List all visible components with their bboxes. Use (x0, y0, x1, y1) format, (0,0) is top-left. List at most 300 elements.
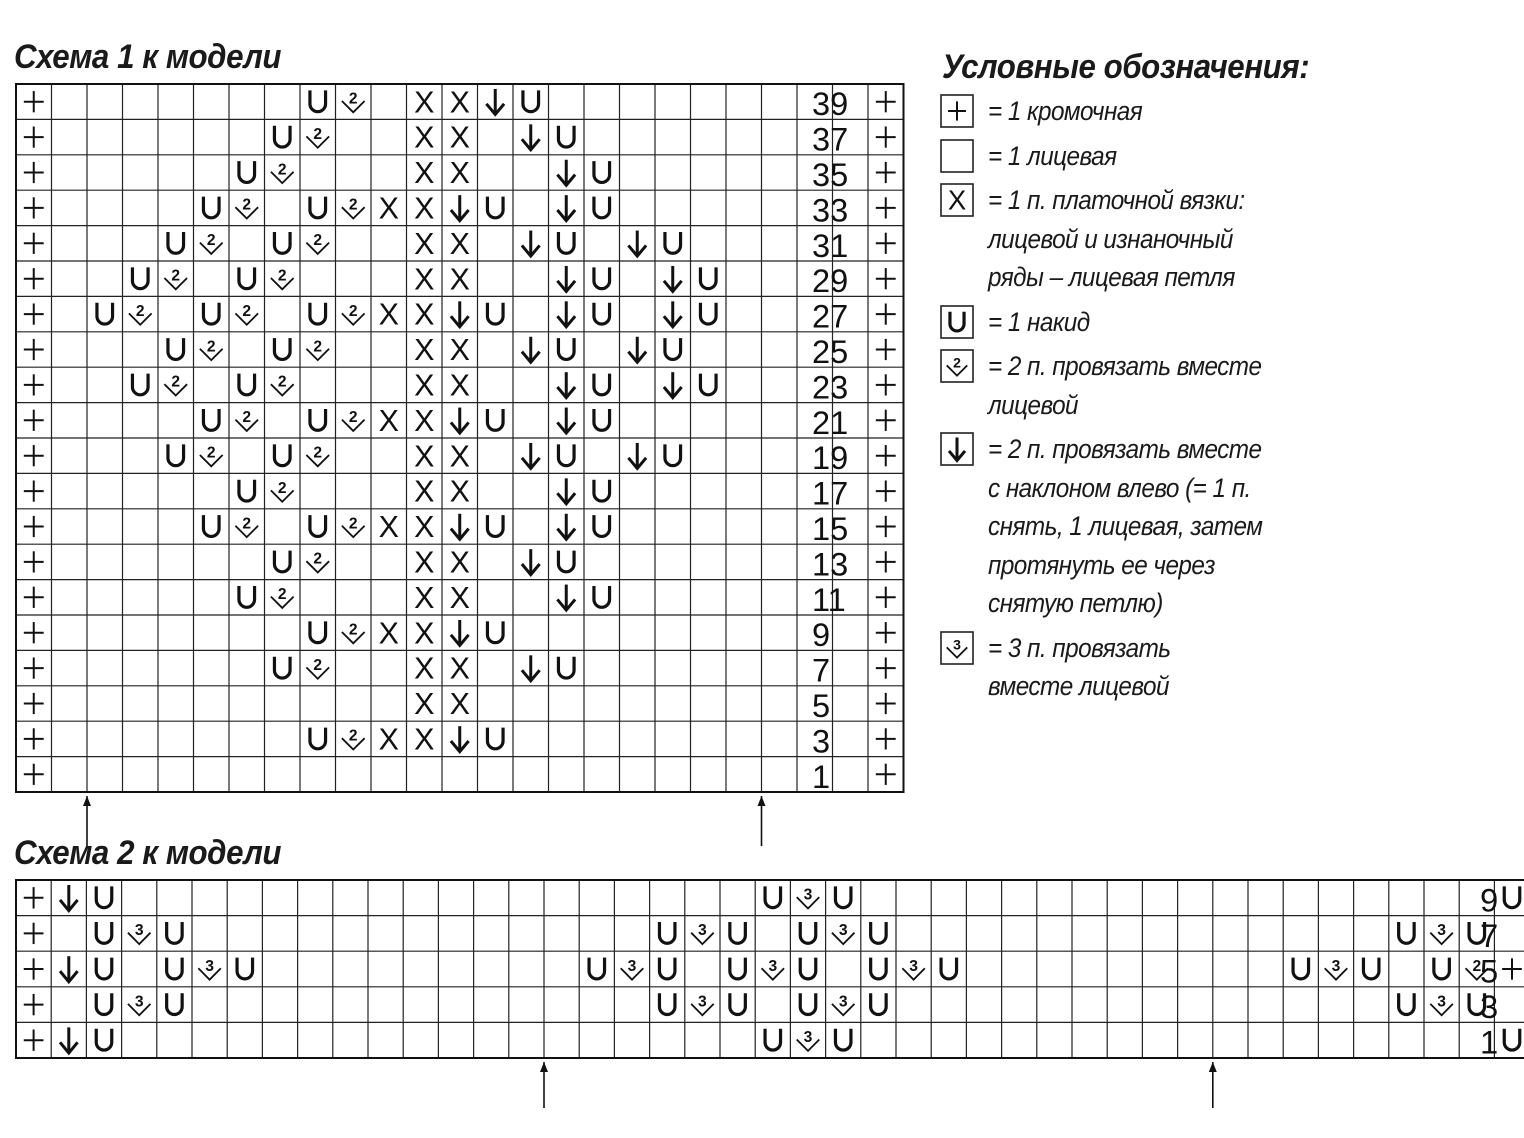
edge-stitch-icon (876, 551, 896, 572)
chart1-row-27 (24, 298, 896, 335)
svg-text:X: X (414, 545, 435, 580)
edge-stitch-icon (24, 923, 44, 944)
yarn-over-icon (558, 551, 574, 572)
chart1-row-33 (24, 192, 896, 229)
yarn-over-icon (1363, 958, 1378, 979)
edge-stitch-icon (24, 374, 44, 395)
chart1-row-number: 19 (812, 440, 849, 477)
edge-stitch-icon (876, 162, 896, 183)
k3tog-icon (691, 993, 714, 1015)
ssk-arrow-icon (557, 585, 575, 610)
yarn-over-icon (310, 409, 326, 430)
ssk-arrow-icon (557, 478, 575, 503)
garter-stitch-icon (379, 404, 399, 438)
k3tog-icon (1325, 958, 1348, 980)
svg-text:2: 2 (313, 338, 323, 356)
svg-text:3: 3 (134, 922, 144, 940)
k3tog-icon (691, 922, 714, 944)
yarn-over-icon (310, 621, 326, 642)
yarn-over-icon (594, 303, 610, 324)
svg-text:3: 3 (768, 957, 778, 975)
chart1-row-number: 11 (812, 581, 846, 618)
svg-text:2: 2 (135, 302, 145, 320)
yarn-over-icon (700, 303, 716, 324)
svg-text:X: X (378, 722, 399, 757)
svg-text:3: 3 (803, 1028, 813, 1046)
yarn-over-icon (1293, 958, 1308, 979)
yarn-over-icon (700, 267, 716, 288)
k2tog-icon (342, 409, 365, 431)
svg-text:X: X (414, 474, 435, 509)
legend-title: Условные обозначения: (942, 48, 1310, 86)
chart1-row-39 (24, 85, 896, 122)
legend-item (940, 181, 1500, 297)
legend (940, 92, 1500, 712)
yarn-over-icon (167, 993, 182, 1014)
chart2-row-number: 9 (1480, 881, 1499, 919)
garter-stitch-icon (414, 475, 434, 509)
svg-text:X: X (449, 85, 470, 120)
svg-text:X: X (449, 687, 470, 722)
yarn-over-icon (835, 1029, 850, 1050)
svg-text:2: 2 (206, 232, 216, 250)
chart1-row-5 (24, 687, 896, 724)
yarn-over-icon (167, 922, 182, 943)
chart2-grid (16, 880, 1524, 1061)
legend-line: снятую петлю) (988, 588, 1163, 618)
k2tog-icon (235, 515, 258, 537)
edge-stitch-icon (876, 622, 896, 643)
yarn-over-icon (487, 515, 503, 536)
k2tog-icon (342, 621, 365, 643)
garter-stitch-icon (379, 723, 399, 757)
edge-stitch-icon (876, 445, 896, 466)
yarn-over-icon (310, 303, 326, 324)
svg-text:X: X (449, 262, 470, 297)
ssk-arrow-icon (486, 89, 504, 114)
chart2-repeat-marker-arrow (1209, 1062, 1217, 1108)
yarn-over-icon (274, 444, 290, 465)
legend-line: снять, 1 лицевая, затем (988, 511, 1263, 541)
svg-text:X: X (378, 616, 399, 651)
yarn-over-icon (203, 197, 219, 218)
yarn-over-icon (800, 958, 815, 979)
chart1-repeat-marker-arrow (758, 796, 766, 846)
garter-stitch-icon (450, 156, 470, 190)
yarn-over-icon (274, 657, 290, 678)
k3tog-icon (198, 958, 221, 980)
chart1-row-3 (24, 723, 896, 760)
k3tog-icon (832, 993, 855, 1015)
legend-symbol-garter-stitch-icon (940, 183, 974, 217)
garter-stitch-icon (414, 546, 434, 580)
garter-stitch-icon (450, 121, 470, 155)
garter-stitch-icon (414, 121, 434, 155)
chart1-row-7 (24, 652, 896, 689)
svg-text:2: 2 (206, 444, 216, 462)
edge-stitch-icon (24, 233, 44, 254)
k2tog-icon (235, 409, 258, 431)
edge-stitch-icon (24, 887, 44, 908)
k3tog-icon (621, 958, 644, 980)
chart1-row-number: 33 (812, 192, 849, 229)
legend-line: протянуть ее через (988, 549, 1215, 580)
svg-text:2: 2 (277, 479, 287, 497)
chart1-row-35 (24, 156, 896, 193)
yarn-over-icon (168, 338, 184, 359)
yarn-over-icon (1504, 1029, 1519, 1050)
yarn-over-icon (523, 90, 539, 111)
yarn-over-icon (239, 161, 255, 182)
legend-item-text (988, 347, 1261, 424)
garter-stitch-icon (414, 510, 434, 544)
svg-text:2: 2 (348, 302, 358, 320)
yarn-over-icon (558, 657, 574, 678)
chart1-row-number: 5 (812, 687, 831, 724)
yarn-over-icon (1504, 886, 1519, 907)
svg-text:X: X (414, 439, 435, 474)
edge-stitch-icon (876, 587, 896, 608)
svg-text:X: X (414, 333, 435, 368)
k2tog-icon (306, 444, 329, 466)
svg-text:2: 2 (313, 125, 323, 143)
ssk-arrow-icon (522, 231, 540, 256)
k3tog-icon (797, 887, 820, 909)
yarn-over-icon (310, 90, 326, 111)
legend-line: = 1 накид (988, 306, 1090, 337)
k2tog-icon (342, 728, 365, 750)
chart2-row-5 (24, 953, 1524, 990)
yarn-over-icon (594, 480, 610, 501)
legend-symbol-edge-stitch-icon (940, 94, 974, 128)
garter-stitch-icon (948, 185, 966, 216)
chart1-row-number: 15 (812, 510, 849, 547)
ssk-arrow-icon (557, 266, 575, 291)
svg-text:2: 2 (242, 409, 252, 427)
chart2-row-number: 3 (1480, 988, 1499, 1026)
legend-line: = 3 п. провязать (988, 632, 1171, 663)
edge-stitch-icon (24, 587, 44, 608)
yarn-over-icon (659, 958, 674, 979)
legend-line: = 2 п. провязать вместе (988, 434, 1262, 464)
ssk-arrow-icon (522, 443, 540, 468)
svg-text:2: 2 (1472, 957, 1482, 975)
chart1-row-number: 35 (812, 156, 849, 193)
yarn-over-icon (1399, 922, 1414, 943)
legend-item (940, 430, 1500, 623)
svg-text:X: X (414, 120, 435, 155)
legend-item-text (988, 181, 1245, 297)
edge-stitch-icon (24, 764, 44, 785)
yarn-over-icon (730, 922, 745, 943)
garter-stitch-icon (450, 687, 470, 721)
ssk-arrow-icon (451, 726, 469, 751)
yarn-over-icon (274, 126, 290, 147)
svg-text:X: X (414, 262, 435, 297)
svg-text:2: 2 (206, 338, 216, 356)
chart2-row-3 (24, 988, 1524, 1025)
chart1-row-31 (24, 227, 896, 264)
svg-text:2: 2 (242, 302, 252, 320)
k2tog-icon (271, 374, 294, 396)
k2tog-icon (235, 303, 258, 325)
svg-text:X: X (449, 439, 470, 474)
yarn-over-icon (132, 267, 148, 288)
yarn-over-icon (1434, 958, 1449, 979)
edge-stitch-icon (24, 1030, 44, 1051)
legend-item-text (988, 92, 1142, 131)
svg-text:3: 3 (1437, 993, 1446, 1011)
ssk-arrow-icon (60, 885, 78, 911)
edge-stitch-icon (876, 303, 896, 324)
k3tog-icon (128, 922, 151, 944)
edge-stitch-icon (24, 162, 44, 183)
edge-stitch-icon (24, 551, 44, 572)
svg-text:X: X (414, 580, 435, 615)
ssk-arrow-icon (522, 337, 540, 362)
k2tog-icon (164, 374, 187, 396)
legend-line: = 1 кромочная (988, 96, 1143, 126)
chart1-row-13 (24, 546, 896, 583)
yarn-over-icon (96, 1029, 111, 1050)
k3tog-icon (1430, 922, 1453, 944)
k2tog-icon (306, 232, 329, 254)
yarn-over-icon (487, 303, 503, 324)
svg-text:3: 3 (838, 922, 848, 940)
yarn-over-icon (274, 232, 290, 253)
svg-text:3: 3 (205, 957, 214, 975)
ssk-arrow-icon (60, 1027, 78, 1053)
garter-stitch-icon (414, 687, 434, 721)
yarn-over-icon (594, 197, 610, 218)
edge-stitch-icon (1502, 958, 1522, 979)
k2tog-icon (235, 197, 258, 219)
legend-line: = 1 п. платочной вязки: (988, 185, 1245, 215)
edge-stitch-icon (876, 728, 896, 749)
garter-stitch-icon (414, 369, 434, 403)
garter-stitch-icon (379, 298, 399, 332)
svg-text:X: X (378, 297, 399, 332)
edge-stitch-icon (876, 657, 896, 678)
legend-item (940, 92, 1500, 131)
svg-text:2: 2 (313, 550, 323, 568)
chart1-row-number: 37 (812, 121, 849, 158)
legend-line: с наклоном влево (= 1 п. (988, 472, 1251, 503)
yarn-over-icon (96, 958, 111, 979)
yarn-over-icon (487, 728, 503, 749)
k3tog-icon (797, 1029, 820, 1051)
k3tog-icon (762, 958, 785, 980)
legend-item (940, 303, 1500, 342)
chart2-row-7 (24, 917, 1524, 954)
edge-stitch-icon (24, 410, 44, 431)
svg-text:2: 2 (348, 196, 358, 214)
yarn-over-icon (871, 958, 886, 979)
svg-text:X: X (378, 510, 399, 545)
legend-symbol-knit-stitch-cell (940, 139, 974, 173)
k2tog-icon (271, 267, 294, 289)
chart1-grid (16, 84, 904, 795)
legend-line: = 1 лицевая (988, 140, 1117, 171)
legend-line: вместе лицевой (988, 671, 1169, 701)
edge-stitch-icon (876, 374, 896, 395)
k2tog-icon (306, 657, 329, 679)
svg-text:2: 2 (277, 373, 287, 391)
ssk-arrow-icon (557, 514, 575, 539)
edge-stitch-icon (24, 994, 44, 1015)
garter-stitch-icon (450, 369, 470, 403)
yarn-over-icon (167, 958, 182, 979)
yarn-over-icon (310, 515, 326, 536)
yarn-over-icon (765, 1029, 780, 1050)
k2tog-icon (306, 551, 329, 573)
svg-text:2: 2 (277, 161, 287, 179)
garter-stitch-icon (414, 652, 434, 686)
yarn-over-icon (558, 232, 574, 253)
svg-text:3: 3 (698, 993, 707, 1011)
chart-2-title: Схема 2 к модели (14, 834, 282, 872)
garter-stitch-icon (414, 333, 434, 367)
yarn-over-icon (594, 161, 610, 182)
ssk-arrow-icon (451, 620, 469, 645)
legend-line: ряды – лицевая петля (988, 262, 1235, 292)
edge-stitch-icon (876, 410, 896, 431)
svg-text:2: 2 (348, 90, 358, 108)
yarn-over-icon (168, 232, 184, 253)
edge-stitch-icon (24, 480, 44, 501)
chart1-row-number: 9 (812, 617, 831, 654)
yarn-over-icon (168, 444, 184, 465)
yarn-over-icon (765, 886, 780, 907)
ssk-arrow-icon (664, 266, 682, 291)
chart2-row-number: 5 (1480, 952, 1499, 990)
edge-stitch-icon (24, 197, 44, 218)
garter-stitch-icon (379, 510, 399, 544)
edge-stitch-icon (876, 693, 896, 714)
garter-stitch-icon (450, 546, 470, 580)
garter-stitch-icon (414, 227, 434, 261)
chart1-row-19 (24, 439, 896, 476)
legend-item-text (988, 137, 1117, 176)
chart1-row-number: 21 (812, 404, 849, 441)
legend-line: лицевой (988, 389, 1079, 420)
yarn-over-icon (310, 197, 326, 218)
chart1-row-17 (24, 475, 896, 512)
garter-stitch-icon (414, 616, 434, 650)
svg-text:X: X (449, 120, 470, 155)
svg-text:2: 2 (348, 409, 358, 427)
k2tog-icon (164, 267, 187, 289)
chart1-row-15 (24, 510, 896, 547)
chart2-repeat-marker-arrow (540, 1062, 548, 1108)
k3tog-icon (1430, 993, 1453, 1015)
yarn-over-icon (97, 303, 113, 324)
svg-text:2: 2 (242, 196, 252, 214)
svg-text:X: X (449, 156, 470, 191)
svg-text:3: 3 (1437, 922, 1446, 940)
garter-stitch-icon (450, 581, 470, 615)
k2tog-icon (200, 232, 223, 254)
yarn-over-icon (239, 267, 255, 288)
ssk-arrow-icon (557, 372, 575, 397)
k3tog-icon (128, 993, 151, 1015)
svg-text:2: 2 (277, 586, 287, 604)
svg-text:3: 3 (134, 993, 144, 1011)
legend-item-text (988, 430, 1262, 623)
yarn-over-icon (730, 958, 745, 979)
svg-text:X: X (414, 297, 435, 332)
garter-stitch-icon (414, 262, 434, 296)
k2tog-icon (306, 338, 329, 360)
chart1-row-number: 1 (812, 758, 831, 795)
chart1-row-number: 23 (812, 369, 849, 406)
svg-text:2: 2 (313, 444, 323, 462)
edge-stitch-icon (876, 268, 896, 289)
svg-text:3: 3 (838, 993, 848, 1011)
chart1-row-21 (24, 404, 896, 441)
ssk-arrow-icon (628, 231, 646, 256)
ssk-arrow-icon (522, 549, 540, 574)
svg-text:X: X (414, 226, 435, 261)
k2tog-icon (342, 515, 365, 537)
legend-item-text (988, 629, 1171, 706)
yarn-over-icon (203, 303, 219, 324)
garter-stitch-icon (379, 192, 399, 226)
yarn-over-icon (239, 374, 255, 395)
yarn-over-icon (237, 958, 252, 979)
ssk-arrow-icon (628, 337, 646, 362)
svg-text:3: 3 (909, 957, 918, 975)
yarn-over-icon (871, 993, 886, 1014)
legend-item-text (988, 303, 1090, 342)
edge-stitch-icon (24, 91, 44, 112)
yarn-over-icon (558, 338, 574, 359)
yarn-over-icon (665, 232, 681, 253)
edge-stitch-icon (24, 445, 44, 466)
ssk-arrow-icon (557, 195, 575, 220)
svg-text:X: X (414, 510, 435, 545)
svg-text:2: 2 (313, 232, 323, 250)
yarn-over-icon (239, 480, 255, 501)
ssk-arrow-icon (451, 195, 469, 220)
legend-symbol-k3tog-icon (940, 631, 974, 665)
legend-line: лицевой и изнаночный (988, 223, 1233, 254)
garter-stitch-icon (450, 475, 470, 509)
chart1-row-number: 39 (812, 86, 849, 123)
svg-text:X: X (449, 226, 470, 261)
yarn-over-icon (700, 374, 716, 395)
chart1-row-number: 7 (812, 652, 831, 689)
svg-text:X: X (378, 191, 399, 226)
garter-stitch-icon (414, 723, 434, 757)
edge-stitch-icon (876, 480, 896, 501)
svg-text:3: 3 (698, 922, 707, 940)
k2tog-icon (342, 197, 365, 219)
yarn-over-icon (203, 515, 219, 536)
svg-text:X: X (449, 474, 470, 509)
garter-stitch-icon (414, 156, 434, 190)
k2tog-icon (129, 303, 152, 325)
ssk-arrow-icon (522, 124, 540, 149)
svg-text:2: 2 (348, 515, 358, 533)
svg-text:2: 2 (277, 267, 287, 285)
yarn-over-icon (132, 374, 148, 395)
yarn-over-icon (203, 409, 219, 430)
yarn-over-icon (589, 958, 604, 979)
yarn-over-icon (487, 197, 503, 218)
edge-stitch-icon (876, 339, 896, 360)
ssk-arrow-icon (60, 956, 78, 982)
